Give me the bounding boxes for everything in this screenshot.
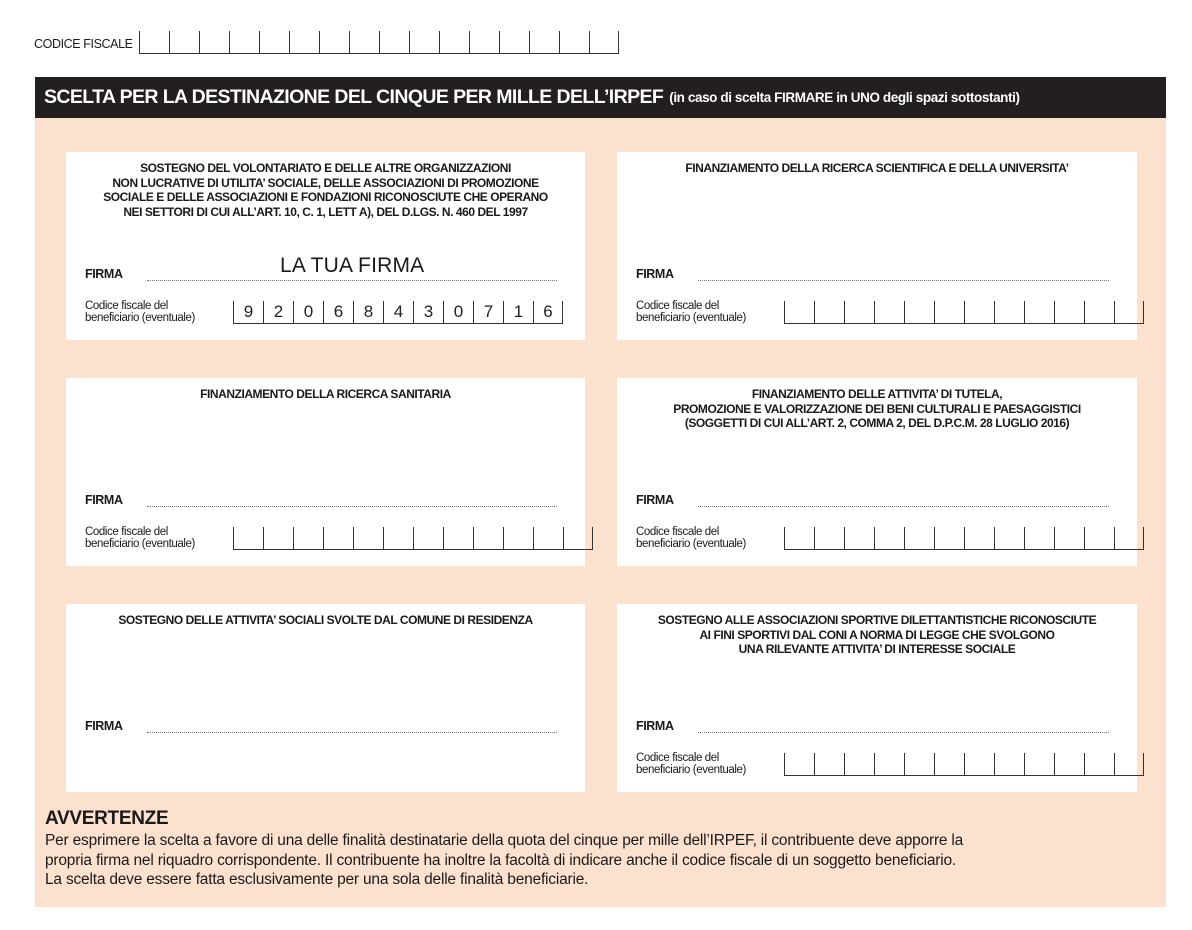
signature-field[interactable]	[698, 706, 1109, 733]
cf-cell[interactable]	[263, 527, 293, 549]
signature-field[interactable]	[698, 254, 1109, 281]
cf-cell[interactable]: 4	[383, 301, 413, 323]
cf-cell[interactable]: 0	[443, 301, 473, 323]
cf-beneficiario-label	[636, 752, 784, 776]
firma-row	[85, 480, 557, 507]
cf-beneficiario-label-line: beneficiario (eventuale)	[85, 312, 195, 324]
card-title	[617, 613, 1137, 657]
cf-cell[interactable]	[1054, 301, 1084, 323]
card-title	[66, 387, 585, 402]
destination-card	[617, 604, 1137, 792]
banner-title: SCELTA PER LA DESTINAZIONE DEL CINQUE PER MILLE DELL’IRPEF	[44, 86, 664, 108]
avvertenze-line: La scelta deve essere fatta esclusivamente per una sola delle finalità beneficiarie.	[45, 871, 589, 888]
card-title-line: NEI SETTORI DI CUI ALL’ART. 10, C. 1, LETT A), DEL D.LGS. N. 460 DEL 1997	[123, 204, 528, 219]
cf-cell[interactable]	[844, 753, 874, 775]
cf-cell[interactable]	[413, 527, 443, 549]
firma-label: FIRMA	[636, 719, 674, 733]
cf-beneficiario-label-line: Codice fiscale del	[85, 300, 168, 312]
card-title-line: FINANZIAMENTO DELLA RICERCA SCIENTIFICA E DELLA UNIVERSITA’	[685, 161, 1069, 175]
signature-field[interactable]	[147, 254, 557, 281]
cf-cell[interactable]	[1054, 527, 1084, 549]
signature-field[interactable]	[698, 480, 1109, 507]
cf-cell[interactable]	[994, 753, 1024, 775]
cf-beneficiario-label-line: beneficiario (eventuale)	[85, 538, 195, 550]
card-title	[617, 161, 1137, 176]
cf-cell[interactable]	[499, 31, 529, 53]
cf-beneficiario-label-line: beneficiario (eventuale)	[636, 764, 746, 776]
cf-cell[interactable]	[503, 527, 533, 549]
cf-cell[interactable]	[784, 753, 814, 775]
cf-cell[interactable]: 3	[413, 301, 443, 323]
cf-cell[interactable]	[994, 527, 1024, 549]
cf-cell[interactable]	[784, 527, 814, 549]
cf-cell[interactable]	[964, 527, 994, 549]
destination-card	[617, 152, 1137, 340]
cf-beneficiario-label-line: beneficiario (eventuale)	[636, 538, 746, 550]
cf-cell[interactable]	[994, 301, 1024, 323]
cf-beneficiario-label	[636, 526, 784, 550]
cf-cell[interactable]	[1114, 527, 1144, 549]
cf-beneficiario-boxes[interactable]	[233, 527, 593, 550]
card-title-line: FINANZIAMENTO DELLA RICERCA SANITARIA	[200, 387, 451, 401]
card-title-line: SOSTEGNO ALLE ASSOCIAZIONI SPORTIVE DILETTANTISTICHE RICONOSCIUTE	[657, 613, 1097, 627]
cf-beneficiario-label-line: Codice fiscale del	[636, 300, 719, 312]
card-title-line: (SOGGETTI DI CUI ALL’ART. 2, COMMA 2, DEL D.P.C.M. 28 LUGLIO 2016)	[684, 416, 1070, 430]
cf-cell[interactable]	[589, 31, 619, 53]
cf-beneficiario-label-line: beneficiario (eventuale)	[636, 312, 746, 324]
cf-cell[interactable]	[349, 31, 379, 53]
firma-label: FIRMA	[636, 267, 674, 281]
firma-label: FIRMA	[85, 493, 123, 507]
cf-cell[interactable]	[379, 31, 409, 53]
cf-cell[interactable]	[844, 527, 874, 549]
codice-fiscale-boxes[interactable]	[139, 31, 619, 54]
cf-cell[interactable]	[323, 527, 353, 549]
signature-field[interactable]	[147, 480, 557, 507]
cf-cell[interactable]	[229, 31, 259, 53]
cf-cell[interactable]	[383, 527, 413, 549]
cf-cell[interactable]: 6	[533, 301, 563, 323]
card-title	[66, 613, 585, 628]
avvertenze-line: propria firma nel riquadro corrispondente. Il contribuente ha inoltre la facoltà di indicare anche il codice fiscale di un soggetto beneficiario.	[45, 851, 957, 869]
signature-field[interactable]	[147, 706, 557, 733]
codice-fiscale-field	[34, 28, 619, 54]
cf-cell[interactable]	[533, 527, 563, 549]
cf-beneficiario-row	[85, 300, 563, 324]
cf-cell[interactable]	[169, 31, 199, 53]
cf-beneficiario-boxes[interactable]	[784, 753, 1144, 776]
cf-cell[interactable]	[353, 527, 383, 549]
cf-cell[interactable]	[934, 301, 964, 323]
card-title-line: FINANZIAMENTO DELLE ATTIVITA’ DI TUTELA,	[751, 387, 1003, 401]
cf-beneficiario-boxes[interactable]	[233, 301, 563, 324]
cf-cell[interactable]	[469, 31, 499, 53]
cf-cell[interactable]	[904, 527, 934, 549]
card-title-line: UNA RILEVANTE ATTIVITA’ DI INTERESSE SOCIALE	[738, 642, 1016, 656]
cf-cell[interactable]	[934, 753, 964, 775]
cf-cell[interactable]	[319, 31, 349, 53]
cf-cell[interactable]	[1114, 753, 1144, 775]
cf-cell[interactable]	[874, 753, 904, 775]
cf-beneficiario-boxes[interactable]	[784, 527, 1144, 550]
cf-cell[interactable]	[473, 527, 503, 549]
cf-beneficiario-label	[636, 300, 784, 324]
cf-cell[interactable]	[814, 301, 844, 323]
cf-cell[interactable]	[199, 31, 229, 53]
cf-cell[interactable]: 7	[473, 301, 503, 323]
cf-cell[interactable]	[563, 527, 593, 549]
cf-cell[interactable]	[1114, 301, 1144, 323]
cf-cell[interactable]	[443, 527, 473, 549]
cf-cell[interactable]	[1024, 301, 1054, 323]
card-title-line: AI FINI SPORTIVI DAL CONI A NORMA DI LEGGE CHE SVOLGONO	[699, 627, 1055, 642]
cf-cell[interactable]: 6	[323, 301, 353, 323]
cf-cell[interactable]	[529, 31, 559, 53]
cf-beneficiario-row	[636, 300, 1144, 324]
cf-cell[interactable]	[904, 301, 934, 323]
card-title-line: SOCIALE E DELLE ASSOCIAZIONI E FONDAZIONI RICONOSCIUTE CHE OPERANO	[103, 190, 548, 204]
cf-cell[interactable]	[1084, 527, 1114, 549]
cf-cell[interactable]	[1024, 753, 1054, 775]
destination-card	[66, 604, 585, 792]
firma-row	[636, 254, 1109, 281]
cf-beneficiario-row	[636, 526, 1144, 550]
cf-cell[interactable]	[259, 31, 289, 53]
destination-card	[66, 378, 585, 566]
cf-cell[interactable]: 8	[353, 301, 383, 323]
cf-cell[interactable]	[293, 527, 323, 549]
cf-cell[interactable]	[409, 31, 439, 53]
cf-cell[interactable]	[559, 31, 589, 53]
card-title	[66, 161, 585, 219]
cf-beneficiario-row	[636, 752, 1144, 776]
card-title	[617, 387, 1137, 431]
cf-cell[interactable]	[139, 31, 169, 53]
cf-beneficiario-boxes[interactable]	[784, 301, 1144, 324]
card-title-line: SOSTEGNO DEL VOLONTARIATO E DELLE ALTRE ORGANIZZAZIONI	[140, 161, 511, 175]
cf-cell[interactable]	[1084, 753, 1114, 775]
avvertenze-title: AVVERTENZE	[45, 808, 169, 829]
cf-cell[interactable]	[784, 301, 814, 323]
card-title-line: PROMOZIONE E VALORIZZAZIONE DEI BENI CULTURALI E PAESAGGISTICI	[673, 401, 1081, 416]
codice-fiscale-label: CODICE FISCALE	[34, 37, 133, 51]
cf-cell[interactable]: 2	[263, 301, 293, 323]
cf-cell[interactable]	[874, 527, 904, 549]
firma-row	[636, 480, 1109, 507]
firma-row	[85, 706, 557, 733]
banner-subtitle: (in caso di scelta FIRMARE in UNO degli spazi sottostanti)	[669, 90, 1020, 105]
firma-label: FIRMA	[85, 267, 123, 281]
firma-label: FIRMA	[636, 493, 674, 507]
signature-value: LA TUA FIRMA	[280, 254, 425, 277]
cf-cell[interactable]	[964, 301, 994, 323]
cf-cell[interactable]	[1024, 527, 1054, 549]
firma-row	[636, 706, 1109, 733]
cf-cell[interactable]	[814, 753, 844, 775]
destination-card	[617, 378, 1137, 566]
cf-cell[interactable]	[289, 31, 319, 53]
firma-label: FIRMA	[85, 719, 123, 733]
cf-cell[interactable]	[904, 753, 934, 775]
cf-cell[interactable]	[233, 527, 263, 549]
cf-cell[interactable]: 0	[293, 301, 323, 323]
cf-cell[interactable]	[814, 527, 844, 549]
firma-row	[85, 254, 557, 281]
cf-cell[interactable]	[1084, 301, 1114, 323]
cf-cell[interactable]	[439, 31, 469, 53]
cf-cell[interactable]	[844, 301, 874, 323]
cf-beneficiario-label-line: Codice fiscale del	[636, 526, 719, 538]
cf-cell[interactable]	[934, 527, 964, 549]
cf-cell[interactable]	[964, 753, 994, 775]
cf-cell[interactable]	[1054, 753, 1084, 775]
cf-beneficiario-row	[85, 526, 593, 550]
cf-cell[interactable]: 9	[233, 301, 263, 323]
card-title-line: SOSTEGNO DELLE ATTIVITA’ SOCIALI SVOLTE DAL COMUNE DI RESIDENZA	[118, 613, 533, 627]
avvertenze-section	[45, 808, 1160, 890]
cf-cell[interactable]: 1	[503, 301, 533, 323]
destination-card	[66, 152, 585, 340]
cf-beneficiario-label-line: Codice fiscale del	[636, 752, 719, 764]
cf-cell[interactable]	[874, 301, 904, 323]
section-banner	[35, 77, 1166, 118]
avvertenze-line: Per esprimere la scelta a favore di una delle finalità destinatarie della quota del cinque per mille dell’IRPEF, il contribuente deve apporre la	[45, 832, 964, 849]
cf-beneficiario-label	[85, 526, 233, 550]
card-title-line: NON LUCRATIVE DI UTILITA’ SOCIALE, DELLE ASSOCIAZIONI DI PROMOZIONE	[112, 175, 539, 190]
cf-beneficiario-label	[85, 300, 233, 324]
avvertenze-text	[45, 831, 1160, 890]
cf-beneficiario-label-line: Codice fiscale del	[85, 526, 168, 538]
